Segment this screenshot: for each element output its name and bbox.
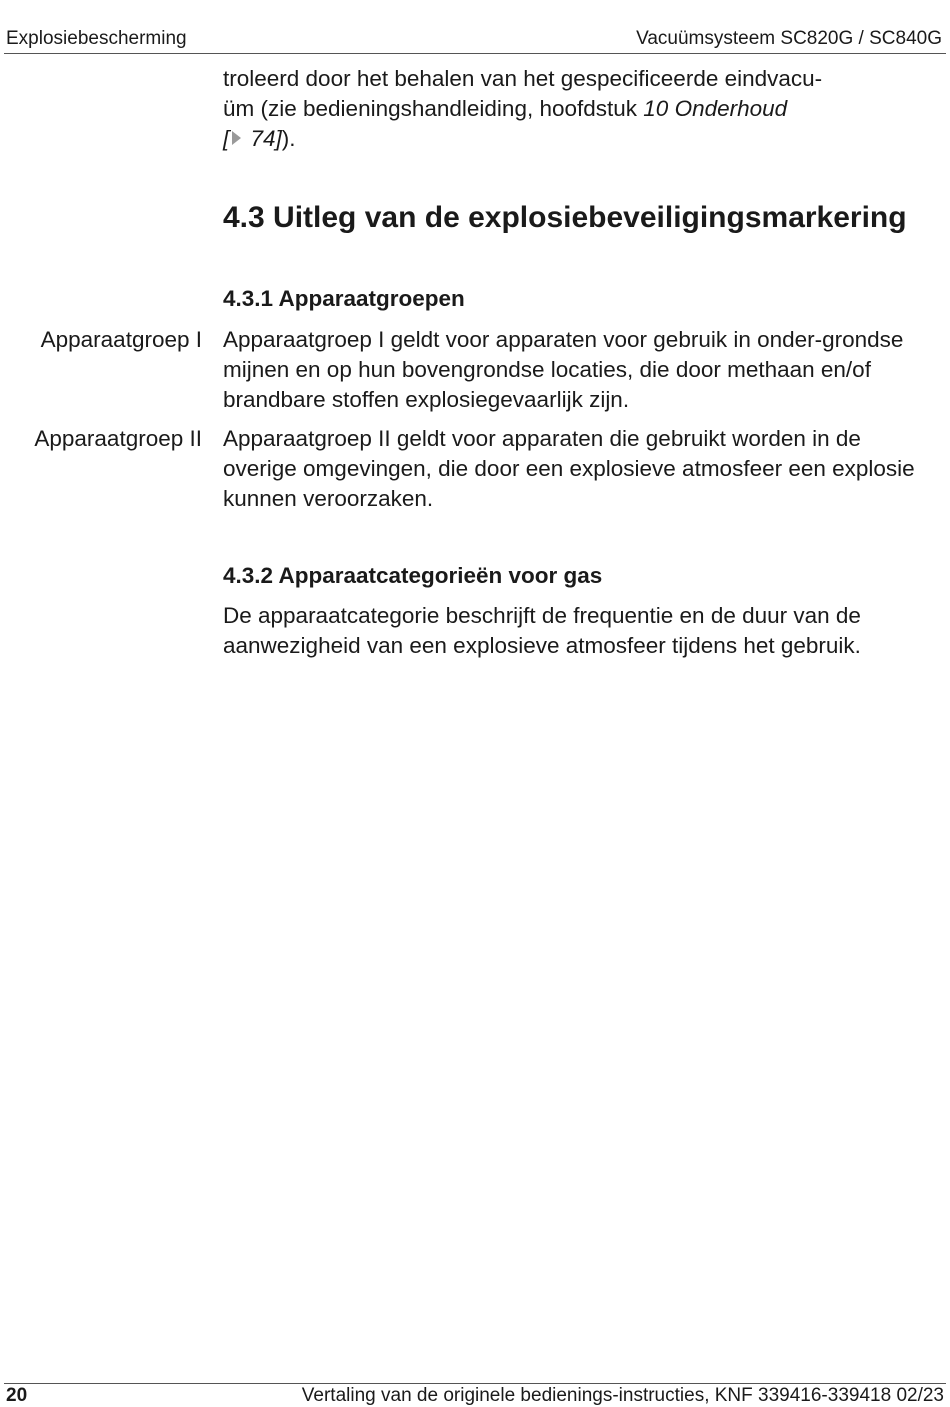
section-4-3-2-heading: 4.3.2 Apparaatcategorieën voor gas [223,563,603,588]
intro-paragraph [223,64,933,154]
intro-line-3 [223,124,933,154]
margin-label-group-2: Apparaatgroep II [34,426,202,451]
section-4-3-1-heading: 4.3.1 Apparaatgroepen [223,286,465,311]
group-2-paragraph [223,424,933,514]
footer-divider [4,1383,946,1384]
margin-label-group-1: Apparaatgroep I [40,327,202,352]
categories-text: De apparaatcategorie beschrijft de frequentie en de duur van de aanwezigheid van een explosieve atmosfeer tijdens het gebruik. [223,603,861,658]
intro-line-2 [223,94,933,124]
header-product-title: Vacuümsysteem SC820G / SC840G [636,28,942,49]
page-reference-arrow-icon [232,131,241,145]
page-reference-open: [ [223,126,230,151]
header-section-title: Explosiebescherming [6,28,187,49]
intro-line-3-suffix: ). [281,126,296,151]
group-1-text: Apparaatgroep I geldt voor apparaten voor gebruik in onder-grondse mijnen en op hun bovengrondse locaties, die door methaan en/of brandbare stoffen explosiegevaarlijk zijn. [223,327,904,412]
intro-line-1: troleerd door het behalen van het gespecificeerde eindvacu- [223,66,823,91]
footer-document-info: Vertaling van de originele bedienings-instructies, KNF 339416-339418 02/23 [301,1385,944,1406]
group-2-text: Apparaatgroep II geldt voor apparaten die gebruikt worden in de overige omgevingen, die door een explosieve atmosfeer een explosie kunnen veroorzaken. [223,426,915,511]
header-divider [4,53,946,54]
group-1-paragraph [223,325,933,415]
chapter-reference[interactable]: 10 Onderhoud [643,96,788,121]
page-reference[interactable]: 74] [244,126,282,151]
categories-paragraph [223,601,933,661]
page-number: 20 [6,1385,28,1406]
intro-line-2-text: üm (zie bedieningshandleiding, hoofdstuk [223,96,644,121]
section-4-3-heading: 4.3 Uitleg van de explosiebeveiligingsmarkering [223,201,907,234]
